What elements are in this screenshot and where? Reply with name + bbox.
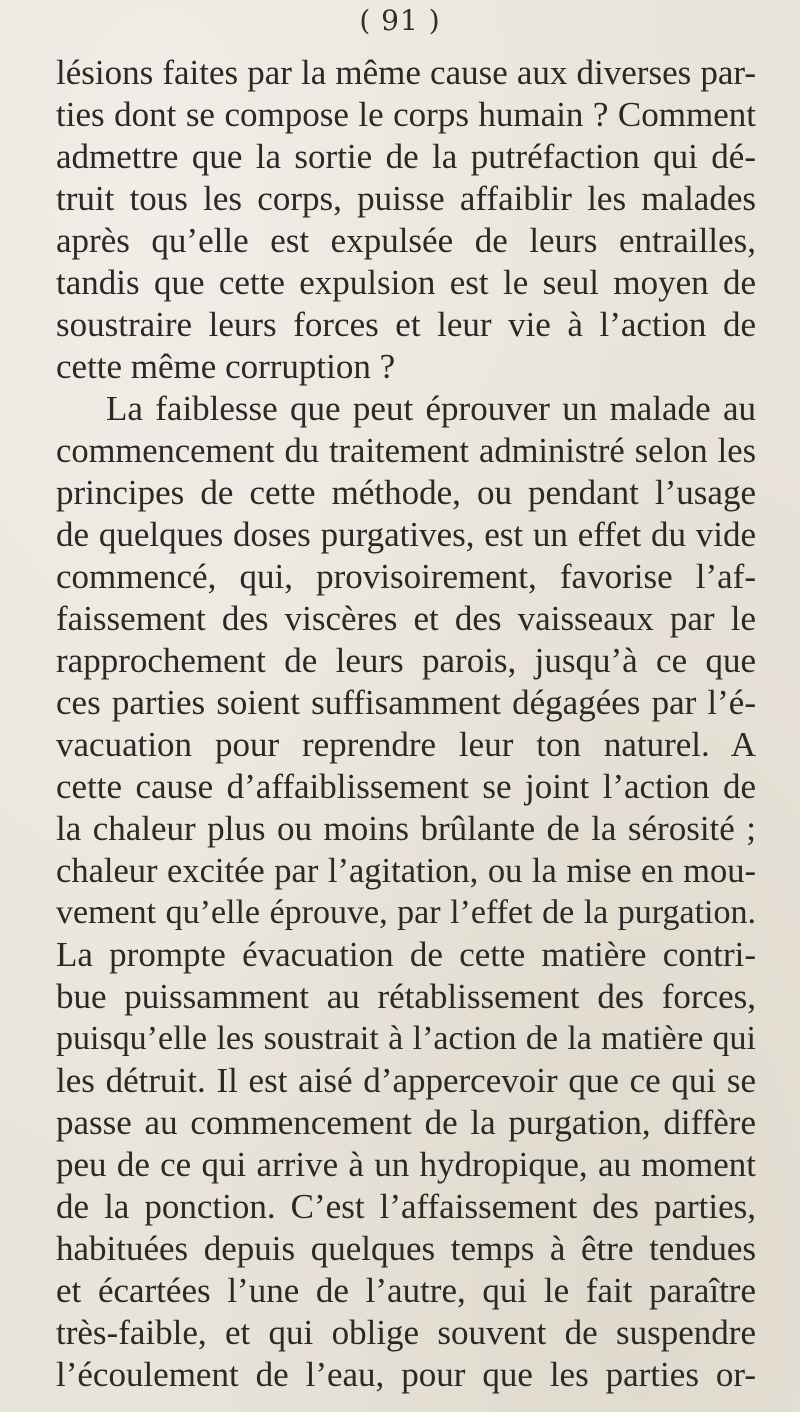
text-line: habituées depuis quelques temps à être tendues <box>56 1229 756 1268</box>
text-line: après qu’elle est expulsée de leurs entrailles, <box>56 221 756 260</box>
text-line: les détruit. Il est aisé d’appercevoir que ce qui se <box>56 1061 756 1100</box>
text-line: passe au commencement de la purgation, diffère <box>56 1103 756 1142</box>
text-line: soustraire leurs forces et leur vie à l’action de <box>56 305 756 344</box>
text-line: la chaleur plus ou moins brûlante de la sérosité ; <box>56 809 756 848</box>
text-line: faissement des viscères et des vaisseaux par le <box>56 599 756 638</box>
text-line: commencé, qui, provisoirement, favorise l’af- <box>56 557 756 596</box>
text-line: La prompte évacuation de cette matière contri- <box>56 935 756 974</box>
text-line: chaleur excitée par l’agitation, ou la mise en mou- <box>56 852 756 890</box>
text-line: commencement du traitement administré selon les <box>56 432 756 470</box>
text-line: peu de ce qui arrive à un hydropique, au moment <box>56 1145 756 1184</box>
text-line: lésions faites par la même cause aux diverses par- <box>56 53 756 92</box>
page-number: ( 91 ) <box>359 4 441 37</box>
text-line: puisqu’elle les soustrait à l’action de la matière qui <box>56 1020 756 1057</box>
text-line: truit tous les corps, puisse affaiblir les malades <box>56 179 756 218</box>
text-line: vement qu’elle éprouve, par l’effet de la purgation. <box>56 894 756 931</box>
text-line: tandis que cette expulsion est le seul moyen de <box>56 263 756 302</box>
text-line: ties dont se compose le corps humain ? Comment <box>56 95 756 134</box>
body-text <box>56 52 756 1396</box>
text-line: ces parties soient suffisamment dégagées par l’é- <box>56 683 756 722</box>
paragraph-start-line: La faiblesse que peut éprouver un malade au <box>106 389 756 428</box>
text-line: de la ponction. C’est l’affaissement des parties, <box>56 1187 756 1226</box>
text-line: admettre que la sortie de la putréfaction qui dé- <box>56 137 756 176</box>
text-line: bue puissamment au rétablissement des forces, <box>56 977 756 1016</box>
text-line: rapprochement de leurs parois, jusqu’à ce que <box>56 641 756 680</box>
paragraph-end-line: cette même corruption ? <box>56 347 396 386</box>
text-line: l’écoulement de l’eau, pour que les parties or- <box>56 1355 756 1394</box>
text-line: de quelques doses purgatives, est un effet du vide <box>56 515 756 554</box>
text-line: et écartées l’une de l’autre, qui le fait paraître <box>56 1271 756 1310</box>
text-line: cette cause d’affaiblissement se joint l’action de <box>56 767 756 806</box>
text-line: principes de cette méthode, ou pendant l’usage <box>56 473 756 512</box>
text-line: vacuation pour reprendre leur ton naturel. A <box>56 725 756 764</box>
text-line: très-faible, et qui oblige souvent de suspendre <box>56 1313 756 1352</box>
